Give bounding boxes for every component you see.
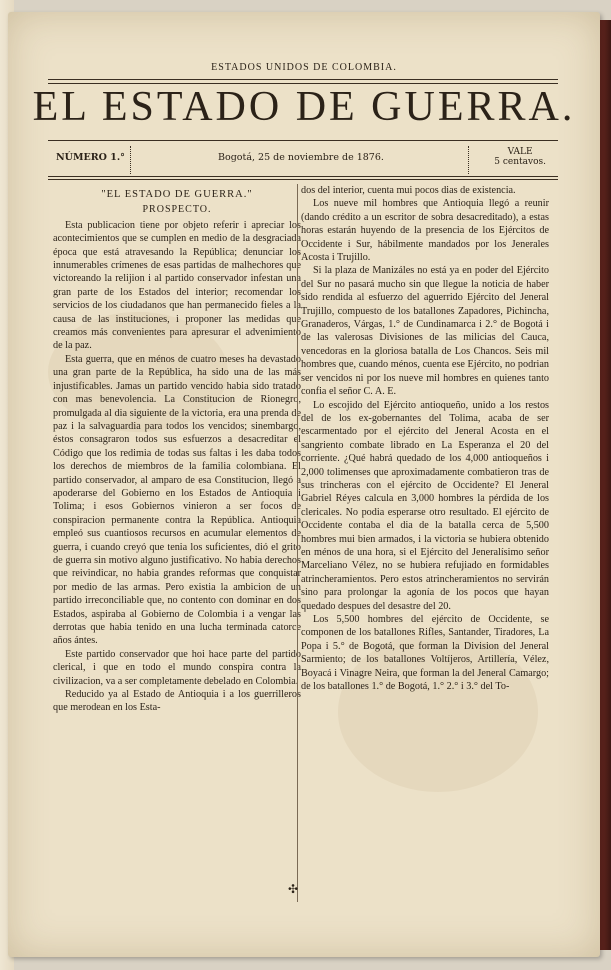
- article-paragraph: Los 5,500 hombres del ejército de Occidente, se componen de los batallones Rifles, Santander, Tiradores, La Popa i 5.° de Bogotá, que forman la Division del Jeneral Sarmiento; de los batallones Voltíjeros, Artillería, Vélez, Boyacá i Vinagre Neira, que forman la del Jeneral Camargo; de los batallones 1.° de Bogotá, 1.° 2.° i 3.° del To-: [301, 614, 549, 693]
- country-line: ESTADOS UNIDOS DE COLOMBIA.: [211, 62, 397, 73]
- header-rule: [48, 79, 558, 80]
- price-label: VALE: [507, 147, 533, 157]
- article-paragraph: Reducido ya al Estado de Antioquia i a los guerrilleros que merodean en los Esta-: [53, 689, 301, 714]
- header-rule: [48, 179, 558, 180]
- newspaper-page: [8, 12, 600, 957]
- article-paragraph: Este partido conservador que hoi hace parte del partido clerical, i que en todo el mundo conspira contra la civilizacion, va a ser completamente debelado en Colombia.: [53, 648, 301, 687]
- issue-number: NÚMERO 1.°: [56, 152, 125, 163]
- article-paragraph: dos del interior, cuenta mui pocos dias de existencia.: [301, 185, 516, 196]
- issue-separator: [130, 146, 132, 174]
- article-paragraph: Esta publicacion tiene por objeto referir i apreciar los acontecimientos que se cumplen en medio de la desgraciada época que está atravesando la República; denunciar los innumerables crímenes de esas partidas de malhechores que victoreando la relijion i al partido conservador infestan una gran parte de los Estados del interior; recomendar los servicios de los ciudadanos que han permanecido fieles a la causa de las instituciones, i proponer las medidas que creamos más convenientes para apresurar el advenimiento de la paz.: [53, 219, 301, 352]
- issue-info-bar: [48, 146, 558, 174]
- article-title: "EL ESTADO DE GUERRA.": [101, 189, 253, 200]
- book-spine-right: [599, 20, 611, 950]
- price-value: 5 centavos.: [494, 157, 546, 167]
- issue-price: [494, 147, 546, 167]
- ornament-mark: ✣: [288, 882, 299, 896]
- header-rule: [48, 176, 558, 177]
- article-paragraph: Los nueve mil hombres que Antioquia llegó a reunir (dando crédito a un escritor de sobra desacreditado), a estas horas estarán huyendo de la presencia de los Ejércitos de Occidente i Sur, hábilmente mandados por los Jenerales Acosta i Trujillo.: [301, 198, 549, 264]
- left-column: [53, 184, 301, 715]
- column-divider: [297, 184, 298, 902]
- issue-date: Bogotá, 25 de noviembre de 1876.: [218, 152, 384, 163]
- article-paragraph: Lo escojido del Ejército antioqueño, unido a los restos del de los ex-gobernantes del Tolima, acaba de ser escarmentado por el ejército del Jeneral Acosta en el sangriento combate librado en La Esperanza el 20 del corriente. ¿Qué habrá quedado de los 4,000 antioqueños i 2,000 tolimenses que aproximadamente combatieron tras de sus trincheras con el ejército de Occidente? El Jeneral Gabriel Réyes calcula en 3,000 hombres la pérdida de los clericales. No podia esperarse otro resultado. El ejército de Occidente contaba el dia de la batalla cerca de 5,500 hombres mui bien armados, i la victoria se hubiera obtenido en ménos de una hora, si el Ejército del Jeneralísimo señor Marceliano Vélez, no se hubiera refujiado en formidables atrincheramientos. Pero estos atrincheramientos no servirán sino para prolongar la agonía de los pocos que hayan quedado despues del desastre del 20.: [301, 399, 549, 612]
- section-title: PROSPECTO.: [142, 204, 212, 216]
- article-paragraph: Esta guerra, que en ménos de cuatro meses ha devastado una gran parte de la República, ha sido una de las más injustificables. Jamas un partido vencido habia sido tratado con mas benevolencia. La Constitucion de Rionegro, promulgada al dia siguiente de la victoria, era una prenda de paz i la salvaguardia para todos los vencidos; sinembargo, éstos consagraron todos sus esfuerzos a desacreditar el Código que los redimia de todas sus faltas i les daba todos los derechos de miembros de la familia colombiana. El partido conservador, al amparo de esa Constitucion, llegó a apoderarse del Gobierno en los Estados de Antioquia i Tolima; i esos Gobiernos vinieron a ser focos de conspiracion permanente contra la República. Antioquia empleó sus cuantiosos recursos en acumular elementos de guerra, i cuando creyó que tenia los suficientes, dió el grito de guerra sin motivo alguno justificativo. No habia derechos que reivindicar, no habia grandes reformas que conquistar por medio de las armas. Pero existia la ambicion de un partido irreconciliable que, no contento con dominar en dos Estados, aspiraba al Gobierno de Colombia i a vengar las derrotas que habia tenido en una lucha terminada catorce años ántes.: [53, 353, 301, 647]
- newspaper-masthead: EL ESTADO DE GUERRA.: [32, 84, 576, 130]
- issue-separator: [468, 146, 470, 174]
- header-rule: [48, 140, 558, 141]
- article-paragraph: Si la plaza de Manizáles no está ya en poder del Ejército del Sur no pasará mucho sin que llegue la noticia de haber sido rendida al esfuerzo del aguerrido Ejército del Jeneral Trujillo, compuesto de los batallones Zapadores, Pichincha, Granaderos, Várgas, 1.° de Cundinamarca i 2.° de Bogotá i de las valerosas Divisiones de las milicias del Cauca, vencedoras en la gloriosa batalla de Los Chancos. Seis mil hombres que, cuando ménos, cuenta ese Ejército, no podrian ser vencidos ni por los nueve mil hombres en quienes tanto confia el señor C. A. E.: [301, 265, 549, 398]
- right-column: [301, 184, 549, 693]
